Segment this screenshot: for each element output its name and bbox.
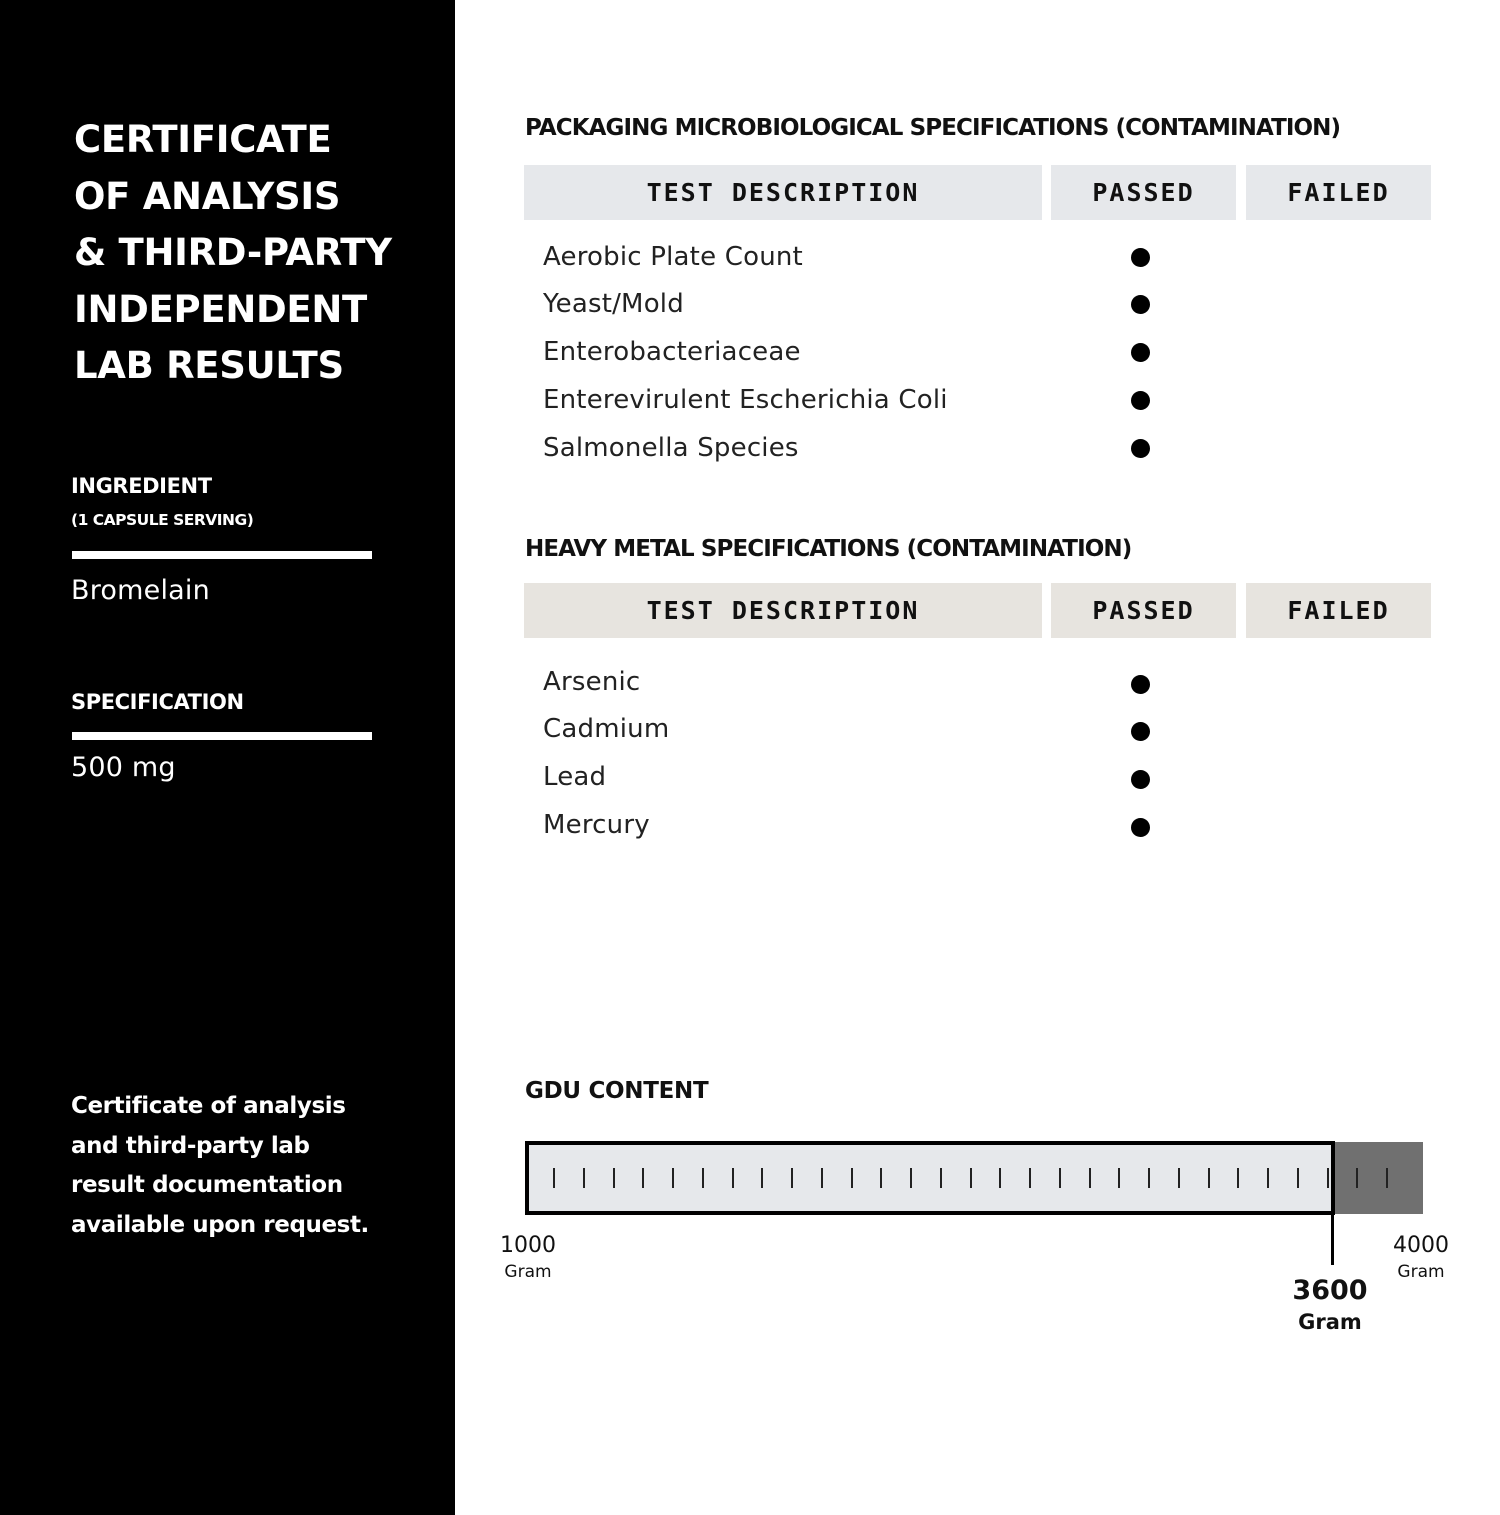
gdu-actual-value: 3600: [1292, 1275, 1368, 1306]
gdu-value-marker: [1331, 1141, 1334, 1265]
test-name: Salmonella Species: [543, 433, 799, 463]
heavy-metal-title: HEAVY METAL SPECIFICATIONS (CONTAMINATION): [525, 536, 1132, 562]
ingredient-label: INGREDIENT: [71, 474, 212, 498]
gdu-tick: [1267, 1168, 1269, 1188]
gdu-min-value: 1000: [500, 1233, 556, 1258]
gdu-tick: [1386, 1168, 1388, 1188]
gdu-tick: [1148, 1168, 1150, 1188]
sidebar-panel: [0, 0, 455, 1515]
gdu-tick: [702, 1168, 704, 1188]
table-row: [524, 805, 1431, 845]
gdu-tick: [1089, 1168, 1091, 1188]
gdu-tick: [583, 1168, 585, 1188]
ingredient-value: Bromelain: [71, 575, 210, 606]
column-header-passed: PASSED: [1051, 583, 1236, 638]
passed-dot-icon: [1131, 439, 1150, 458]
table-row: [524, 237, 1431, 277]
gdu-tick: [642, 1168, 644, 1188]
note-line: available upon request.: [71, 1211, 369, 1238]
table-row: [524, 380, 1431, 420]
column-header-test-description: TEST DESCRIPTION: [524, 583, 1042, 638]
test-name: Enterobacteriaceae: [543, 337, 801, 367]
passed-dot-icon: [1131, 248, 1150, 267]
page-title: [74, 112, 434, 395]
passed-dot-icon: [1131, 818, 1150, 837]
gdu-tick: [1118, 1168, 1120, 1188]
gdu-tick: [672, 1168, 674, 1188]
gdu-tick: [1237, 1168, 1239, 1188]
gdu-tick: [999, 1168, 1001, 1188]
gdu-max-unit: Gram: [1397, 1262, 1445, 1282]
note-line: Certificate of analysis: [71, 1093, 346, 1119]
gdu-tick: [910, 1168, 912, 1188]
gdu-tick: [761, 1168, 763, 1188]
gdu-tick: [613, 1168, 615, 1188]
gdu-min-unit: Gram: [504, 1262, 552, 1282]
table-row: [524, 284, 1431, 324]
test-name: Yeast/Mold: [543, 289, 684, 319]
note-line: and third-party lab: [71, 1132, 310, 1159]
title-line: & THIRD-PARTY: [74, 231, 392, 274]
passed-dot-icon: [1131, 722, 1150, 741]
gdu-filled-range: [525, 1141, 1335, 1215]
specification-label: SPECIFICATION: [71, 690, 244, 714]
gdu-max-value: 4000: [1393, 1233, 1449, 1258]
table-row: [524, 332, 1431, 372]
gdu-tick: [851, 1168, 853, 1188]
gdu-tick: [1029, 1168, 1031, 1188]
ingredient-sublabel: (1 CAPSULE SERVING): [71, 511, 254, 529]
column-header-passed: PASSED: [1051, 165, 1236, 220]
title-line: INDEPENDENT: [74, 287, 367, 331]
gdu-title: GDU CONTENT: [525, 1078, 709, 1104]
gdu-tick: [880, 1168, 882, 1188]
gdu-tick: [1297, 1168, 1299, 1188]
gdu-tick: [940, 1168, 942, 1188]
table-row: [524, 428, 1431, 468]
gdu-tick: [821, 1168, 823, 1188]
gdu-tick: [791, 1168, 793, 1188]
note-line: result documentation: [71, 1172, 343, 1198]
ingredient-divider: [72, 551, 372, 559]
column-header-test-description: TEST DESCRIPTION: [524, 165, 1042, 220]
title-line: LAB RESULTS: [74, 344, 344, 387]
gdu-tick: [1327, 1168, 1329, 1188]
test-name: Enterevirulent Escherichia Coli: [543, 385, 948, 415]
table-row: [524, 662, 1431, 702]
gdu-tick: [553, 1168, 555, 1188]
gdu-tick: [1356, 1168, 1358, 1188]
gdu-tick: [1208, 1168, 1210, 1188]
title-line: OF ANALYSIS: [74, 174, 341, 218]
test-name: Aerobic Plate Count: [543, 242, 803, 272]
passed-dot-icon: [1131, 770, 1150, 789]
gdu-tick: [970, 1168, 972, 1188]
gdu-tick: [1178, 1168, 1180, 1188]
column-header-failed: FAILED: [1246, 583, 1431, 638]
microbiological-title: PACKAGING MICROBIOLOGICAL SPECIFICATIONS (CONTAMINATION): [525, 115, 1341, 141]
table-row: [524, 709, 1431, 749]
table-row: [524, 757, 1431, 797]
gdu-actual-unit: Gram: [1298, 1310, 1362, 1334]
test-name: Lead: [543, 762, 607, 792]
test-name: Arsenic: [543, 667, 641, 697]
title-line: CERTIFICATE: [74, 118, 332, 161]
specification-divider: [72, 732, 372, 740]
gdu-tick: [732, 1168, 734, 1188]
gdu-remaining-range: [1334, 1142, 1423, 1214]
passed-dot-icon: [1131, 391, 1150, 410]
test-name: Cadmium: [543, 714, 670, 744]
column-header-failed: FAILED: [1246, 165, 1431, 220]
passed-dot-icon: [1131, 675, 1150, 694]
availability-note: [71, 1087, 411, 1245]
specification-value: 500 mg: [71, 752, 176, 783]
gdu-tick: [1059, 1168, 1061, 1188]
passed-dot-icon: [1131, 295, 1150, 314]
passed-dot-icon: [1131, 343, 1150, 362]
test-name: Mercury: [543, 810, 650, 840]
